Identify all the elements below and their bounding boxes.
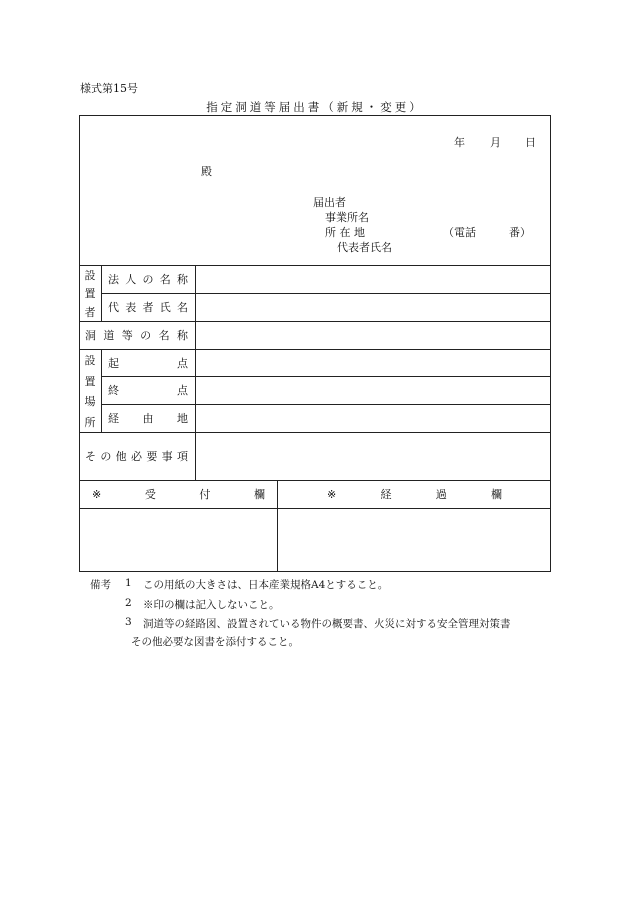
start-point-label: 起 点 — [108, 356, 188, 370]
note-3-continuation: その他必要な図書を添付すること。 — [131, 636, 299, 648]
rule-bottom-header — [79, 508, 551, 509]
date-month: 月 — [490, 136, 501, 149]
divider-installer — [101, 265, 102, 321]
date-year: 年 — [454, 136, 465, 149]
form-number: 様式第15号 — [80, 82, 138, 95]
address-label: 所 在 地 — [325, 226, 365, 239]
note-2-number: 2 — [125, 597, 132, 609]
via-label: 経 由 地 — [108, 412, 188, 425]
rep-name-label: 代 表 者 氏 名 — [108, 301, 188, 314]
end-point-label: 終 点 — [108, 384, 188, 397]
note-1-number: 1 — [125, 577, 132, 589]
notifier-label: 届出者 — [313, 196, 346, 209]
document-title: 指定洞道等届出書（新規・変更） — [206, 100, 424, 114]
date-day: 日 — [525, 136, 536, 149]
divider-labels — [195, 265, 196, 480]
office-name-label: 事業所名 — [325, 211, 369, 224]
installer-group-label: 設 置 者 — [84, 269, 96, 319]
note-3-number: 3 — [125, 616, 132, 628]
note-3-text: 洞道等の経路図、設置されている物件の概要書、火災に対する安全管理対策書 — [143, 618, 511, 630]
duct-name-label: 洞 道 等 の 名 称 — [85, 329, 188, 342]
progress-column-header: ※ 経 過 欄 — [327, 487, 502, 501]
other-matters-label: そ の 他 必 要 事 項 — [85, 450, 188, 463]
location-group-label: 設 置 場 所 — [84, 354, 96, 429]
divider-location — [101, 349, 102, 432]
note-1-text: この用紙の大きさは、日本産業規格A4とすること。 — [143, 579, 389, 591]
representative-label: 代表者氏名 — [337, 241, 392, 254]
phone-label: （電話 番） — [443, 226, 531, 239]
divider-bottom — [277, 480, 278, 572]
addressee-suffix: 殿 — [201, 165, 212, 178]
notes-heading: 備考 — [90, 579, 111, 591]
note-2-text: ※印の欄は記入しないこと。 — [143, 599, 280, 611]
corp-name-label: 法 人 の 名 称 — [108, 273, 188, 286]
reception-column-header: ※ 受 付 欄 — [92, 487, 265, 501]
